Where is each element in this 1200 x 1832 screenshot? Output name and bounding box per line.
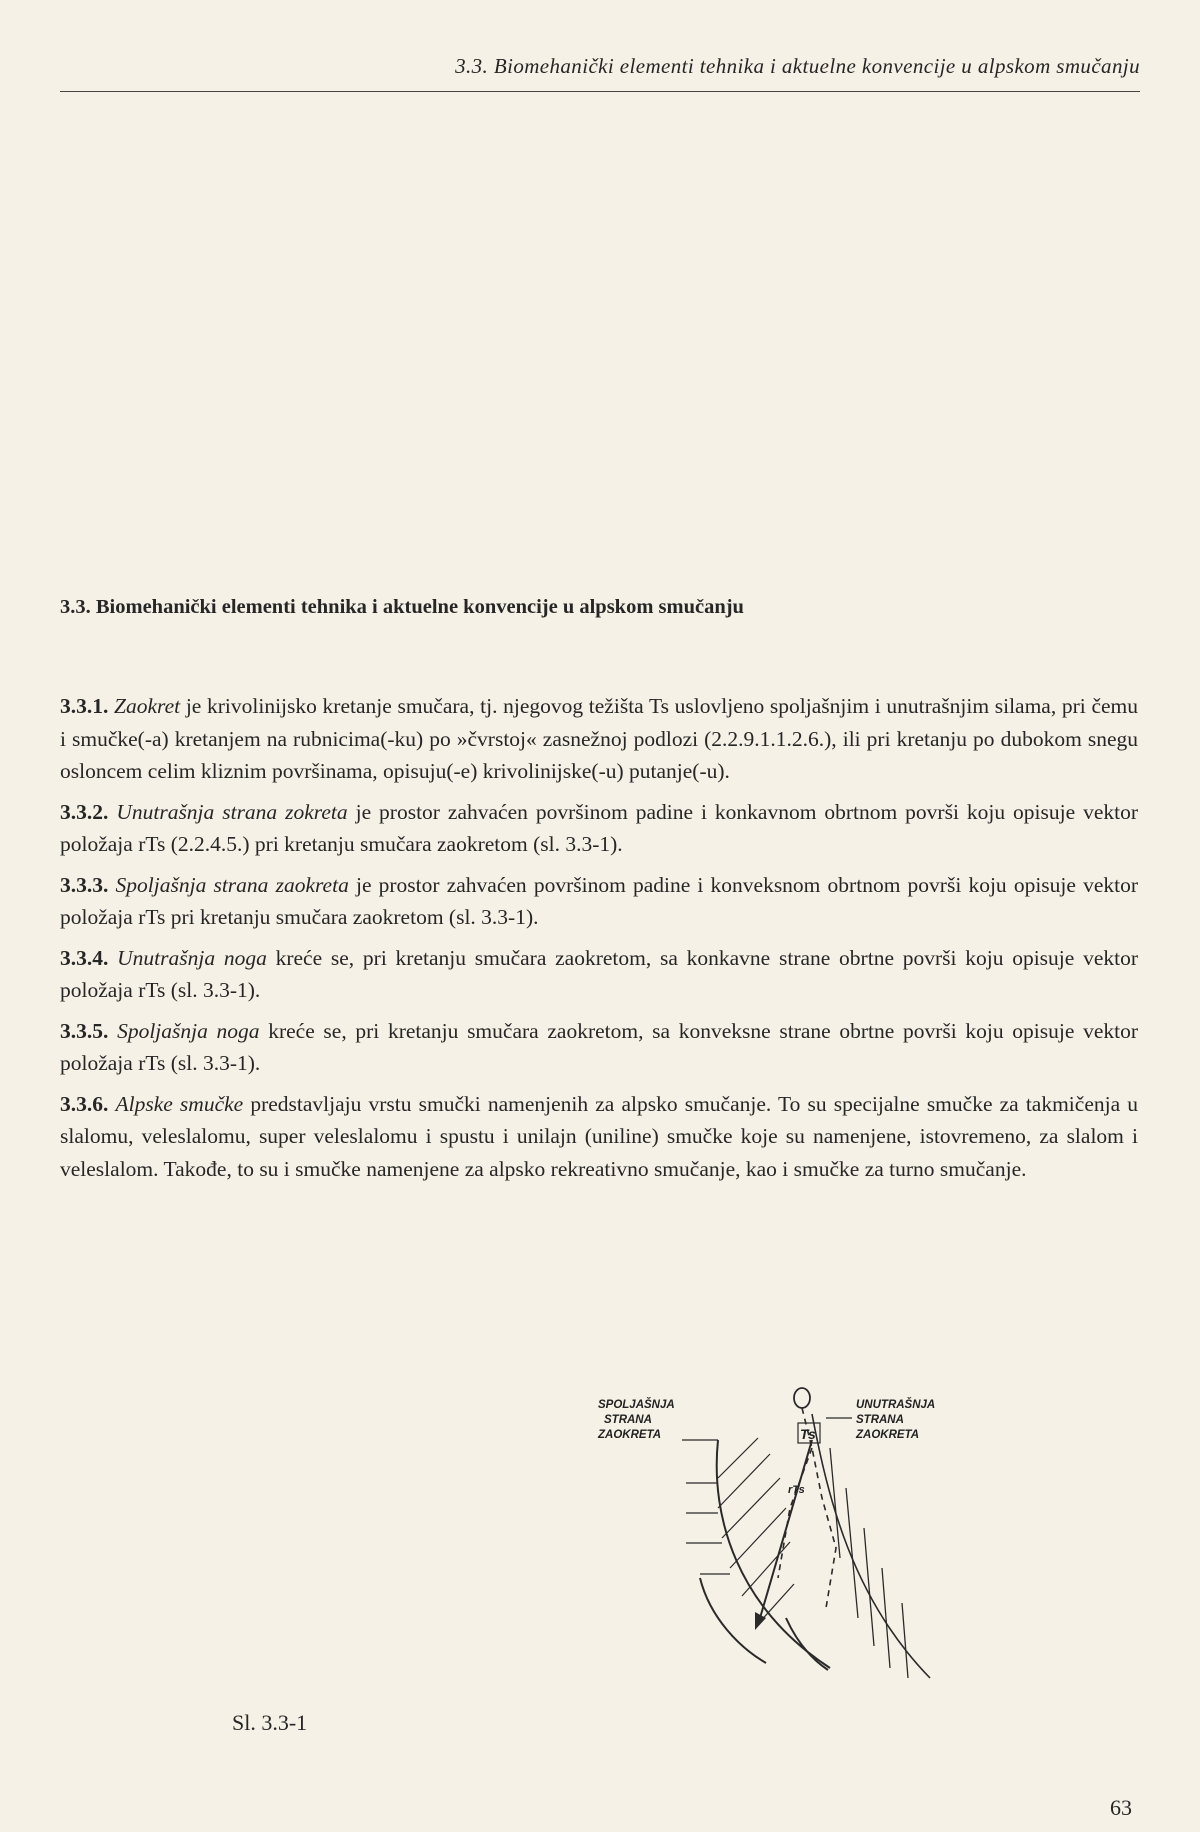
running-header: 3.3. Biomehanički elementi tehnika i aktuelne konvencije u alpskom smučanju [455,54,1140,78]
section-title: 3.3. Biomehanički elementi tehnika i aktuelne konvencije u alpskom smučanju [60,596,744,618]
inner-label-line-2: STRANA [856,1414,904,1426]
turn-figure [590,1378,960,1683]
page-number: 63 [1110,1795,1132,1820]
inner-surface-curve [812,1414,930,1678]
rts-label: rTs [788,1484,805,1496]
inner-side-label [855,1398,935,1441]
paragraph-term: Unutrašnja noga [117,945,267,970]
paragraph-number: 3.3.4. [60,945,109,970]
paragraph-number: 3.3.3. [60,872,109,897]
outer-surface-curve [717,1440,830,1668]
paragraph-text: kreće se, pri kretanju smučara zaokretom, sa konveksne strane obrtne površi koju opisuje vektor položaja rTs (sl. 3.3-1). [60,1018,1139,1075]
inner-label-line-3: ZAOKRETA [856,1429,920,1441]
paragraph-3-3-6 [60,1088,1138,1186]
outer-side-label [597,1398,675,1441]
paragraph-number: 3.3.1. [60,694,109,718]
turn-diagram [590,1378,960,1683]
skier-leg-shape [778,1448,812,1578]
paragraph-3-3-2 [60,796,1138,861]
header-rule [60,91,1140,92]
figure-caption: Sl. 3.3-1 [232,1710,308,1735]
paragraph-3-3-5 [60,1015,1138,1080]
paragraph-text: je krivolinijsko kretanje smučara, tj. njegovog težišta Ts uslovljeno spoljašnjim i unutrašnjim silama, pri čemu i smučke(-a) kretanjem na rubnicima(-ku) po »čvrstoj« zasnežnoj podlozi (2.2.9.1.1.2.6.), ili pri kretanju po dubokom snegu osloncem celim kliznim površinama, opisuju(-e) krivolinijske(-u) putanje(-u). [60,694,1138,783]
paragraph-term: Spoljašnja strana zaokreta [115,872,349,897]
skier-head-shape [794,1388,810,1408]
paragraph-number: 3.3.5. [60,1018,109,1043]
paragraph-text: je prostor zahvaćen površinom padine i konkavnom obrtnom površi koju opisuje vektor položaja rTs (2.2.4.5.) pri kretanju smučara zaokretom (sl. 3.3-1). [60,799,1139,856]
paragraph-term: Alpske smučke [115,1091,244,1116]
outer-label-line-3: ZAOKRETA [598,1429,662,1441]
paragraph-term: Spoljašnja noga [117,1018,260,1043]
paragraph-number: 3.3.2. [60,799,109,824]
paragraph-term: Unutrašnja strana zokreta [116,799,348,824]
slope-hatch-lines [830,1448,908,1678]
paragraph-3-3-1 [60,690,1138,788]
paragraph-3-3-3 [60,869,1138,934]
paragraph-number: 3.3.6. [60,1091,109,1116]
inner-label-line-1: UNUTRAŠNJA [856,1399,936,1411]
paragraph-3-3-4 [60,942,1138,1007]
paragraph-text: kreće se, pri kretanju smučara zaokretom, sa konkavne strane obrtne površi koju opisuje vektor položaja rTs (sl. 3.3-1). [60,945,1138,1002]
position-vector-arrow [760,1440,812,1618]
outer-label-line-1: SPOLJAŠNJA [598,1399,675,1411]
left-ticks [686,1483,730,1574]
body-text [60,690,1138,1193]
ts-label: Ts [800,1426,816,1442]
outer-label-line-2: STRANA [604,1414,652,1426]
paragraph-term: Zaokret [114,694,181,718]
paragraph-text: predstavljaju vrstu smučki namenjenih za alpsko smučanje. To su specijalne smučke za takmičenja u slalomu, veleslalomu, super veleslalomu i spustu i unilajn (uniline) smučke koje su namenjene, istovremeno, za slalom i veleslalom. Takođe, to su i smučke namenjene za alpsko rekreativno smučanje, kao i smučke za turno smučanje. [60,1091,1138,1181]
paragraph-text: je prostor zahvaćen površinom padine i konveksnom obrtnom površi koju opisuje vektor položaja rTs pri kretanju smučara zaokretom (sl. 3.3-1). [60,872,1139,929]
